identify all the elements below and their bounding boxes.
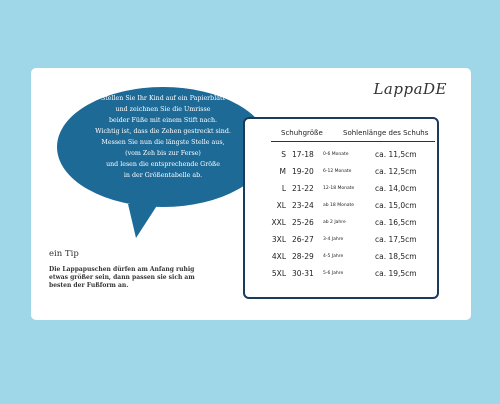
- size-code: L: [281, 184, 286, 193]
- sole-length: ca. 17,5cm: [375, 235, 417, 244]
- table-row: [245, 252, 437, 266]
- size-code: 4XL: [271, 252, 286, 261]
- table-row: [245, 167, 437, 181]
- size-code: XXL: [271, 218, 286, 227]
- sole-length: ca. 11,5cm: [375, 150, 417, 159]
- size-code: 3XL: [271, 235, 286, 244]
- sole-length: ca. 12,5cm: [375, 167, 417, 176]
- sole-length: ca. 14,0cm: [375, 184, 417, 193]
- instruction-line: Messen Sie nun die längste Stelle aus,: [101, 139, 225, 146]
- header-sole-length: Sohlenlänge des Schuhs: [343, 129, 429, 137]
- sole-length: ca. 18,5cm: [375, 252, 417, 261]
- instruction-line: Wichtig ist, dass die Zehen gestreckt sind.: [95, 128, 231, 135]
- tip-text: Die Lappapuschen dürfen am Anfang ruhig etwas größer sein, dann passen sie sich am besten der Fußform an.: [49, 266, 195, 289]
- age-range: 3-4 Jahre: [323, 236, 344, 242]
- size-range: 19-20: [292, 167, 314, 176]
- size-code: S: [281, 150, 286, 159]
- instruction-line: beider Füße mit einem Stift nach.: [108, 117, 218, 124]
- table-row: [245, 235, 437, 249]
- size-range: 30-31: [292, 269, 314, 278]
- size-range: 21-22: [292, 184, 314, 193]
- size-code: M: [279, 167, 286, 176]
- age-range: ab 2 Jahre: [323, 219, 346, 225]
- header-divider: [271, 141, 435, 142]
- sole-length: ca. 19,5cm: [375, 269, 417, 278]
- speech-bubble-tail: [128, 204, 158, 238]
- size-guide-card: [31, 68, 471, 320]
- age-range: ab 18 Monate: [323, 202, 354, 208]
- size-code: XL: [276, 201, 286, 210]
- instruction-line: in der Größentabelle ab.: [123, 172, 203, 179]
- tip-heading: ein Tip: [49, 249, 79, 259]
- instruction-line: und zeichnen Sie die Umrisse: [115, 106, 211, 113]
- age-range: 0-6 Monate: [323, 151, 349, 157]
- measuring-instructions: [57, 93, 269, 181]
- sole-length: ca. 16,5cm: [375, 218, 417, 227]
- instruction-line: und lesen die entsprechende Größe: [106, 161, 220, 168]
- age-range: 4-5 Jahre: [323, 253, 344, 259]
- size-range: 23-24: [292, 201, 314, 210]
- table-row: [245, 218, 437, 232]
- age-range: 12-18 Monate: [323, 185, 355, 191]
- instruction-line: (vom Zeh bis zur Ferse): [125, 150, 201, 157]
- size-range: 26-27: [292, 235, 314, 244]
- table-row: [245, 269, 437, 283]
- table-row: [245, 184, 437, 198]
- sole-length: ca. 15,0cm: [375, 201, 417, 210]
- instruction-line: Stellen Sie Ihr Kind auf ein Papierblatt: [100, 95, 226, 102]
- size-range: 25-26: [292, 218, 314, 227]
- size-code: 5XL: [271, 269, 286, 278]
- table-row: [245, 201, 437, 215]
- table-row: [245, 150, 437, 164]
- age-range: 6-12 Monate: [323, 168, 352, 174]
- header-shoe-size: Schuhgröße: [281, 129, 323, 137]
- age-range: 5-6 Jahre: [323, 270, 344, 276]
- brand-logo: LappaDE: [373, 80, 447, 98]
- size-range: 17-18: [292, 150, 314, 159]
- size-table: [243, 117, 439, 299]
- size-range: 28-29: [292, 252, 314, 261]
